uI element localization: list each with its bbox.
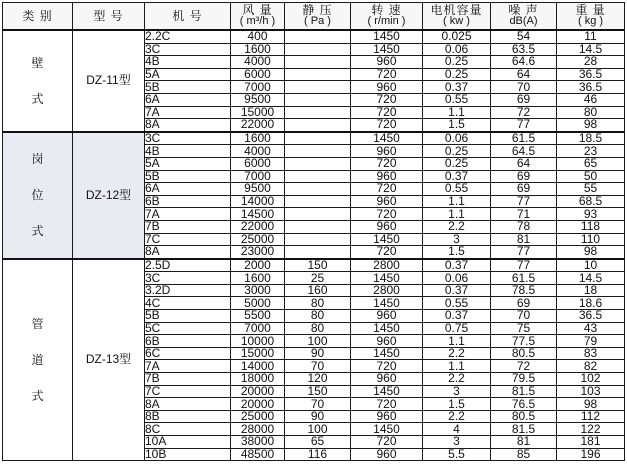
header-model-label: 机 号 (172, 8, 203, 23)
speed-cell: 2800 (351, 259, 423, 272)
weight-cell: 196 (557, 448, 625, 461)
airflow-cell: 9500 (231, 93, 285, 106)
weight-cell: 65 (557, 157, 625, 170)
header-airflow-unit: ( m³/h ) (239, 15, 276, 27)
speed-cell: 960 (351, 410, 423, 423)
speed-cell: 960 (351, 145, 423, 158)
speed-cell: 720 (351, 68, 423, 81)
airflow-cell: 15000 (231, 106, 285, 119)
noise-cell: 78.5 (491, 284, 557, 297)
header-category (3, 3, 73, 31)
static-pressure-cell (285, 132, 351, 145)
category-char: 道 (31, 352, 44, 367)
airflow-cell: 2000 (231, 259, 285, 272)
motor-capacity-cell: 1.5 (423, 398, 491, 411)
category-char: 式 (31, 224, 44, 239)
model-code-cell: 3C (145, 272, 231, 285)
static-pressure-cell (285, 170, 351, 183)
model-code-cell: 7C (145, 385, 231, 398)
weight-cell: 98 (557, 119, 625, 132)
header-speed-label: 转 速 (371, 3, 402, 17)
speed-cell: 1450 (351, 347, 423, 360)
noise-cell: 54 (491, 30, 557, 43)
motor-capacity-cell: 1.1 (423, 195, 491, 208)
airflow-cell: 1600 (231, 272, 285, 285)
noise-cell: 69 (491, 93, 557, 106)
weight-cell: 68.5 (557, 195, 625, 208)
motor-capacity-cell: 3 (423, 436, 491, 449)
header-static-pressure (285, 3, 351, 31)
static-pressure-cell: 100 (285, 335, 351, 348)
weight-cell: 18.5 (557, 132, 625, 145)
category-char: 管 (31, 316, 44, 331)
speed-cell: 960 (351, 220, 423, 233)
airflow-cell: 10000 (231, 335, 285, 348)
airflow-cell: 7000 (231, 170, 285, 183)
weight-cell: 98 (557, 246, 625, 259)
category-char: 式 (31, 388, 44, 403)
weight-cell: 36.5 (557, 68, 625, 81)
weight-cell: 122 (557, 423, 625, 436)
weight-cell: 118 (557, 220, 625, 233)
static-pressure-cell (285, 183, 351, 196)
model-code-cell: 7C (145, 233, 231, 246)
speed-cell: 720 (351, 208, 423, 221)
weight-cell: 43 (557, 322, 625, 335)
static-pressure-cell: 80 (285, 322, 351, 335)
airflow-cell: 1600 (231, 132, 285, 145)
motor-capacity-cell: 0.55 (423, 297, 491, 310)
weight-cell: 36.5 (557, 310, 625, 323)
noise-cell: 63.5 (491, 43, 557, 56)
airflow-cell: 3000 (231, 284, 285, 297)
airflow-cell: 18000 (231, 373, 285, 386)
static-pressure-cell: 150 (285, 385, 351, 398)
motor-capacity-cell: 1.1 (423, 106, 491, 119)
header-airflow-label: 风 量 (242, 3, 273, 17)
static-pressure-cell (285, 233, 351, 246)
model-code-cell: 10A (145, 436, 231, 449)
weight-cell: 28 (557, 56, 625, 69)
header-speed-unit: ( r/min ) (367, 15, 406, 27)
static-pressure-cell (285, 106, 351, 119)
speed-cell: 960 (351, 170, 423, 183)
category-char: 壁 (31, 55, 44, 70)
model-code-cell: 10B (145, 448, 231, 461)
motor-capacity-cell: 0.06 (423, 43, 491, 56)
static-pressure-cell (285, 30, 351, 43)
motor-capacity-cell: 0.37 (423, 170, 491, 183)
speed-cell: 720 (351, 119, 423, 132)
motor-capacity-cell: 0.55 (423, 183, 491, 196)
header-pressure-label: 静 压 (302, 3, 333, 17)
noise-cell: 78 (491, 220, 557, 233)
header-type (73, 3, 145, 31)
noise-cell: 61.5 (491, 132, 557, 145)
noise-cell: 75 (491, 322, 557, 335)
noise-cell: 70 (491, 81, 557, 94)
static-pressure-cell (285, 246, 351, 259)
airflow-cell: 7000 (231, 322, 285, 335)
airflow-cell: 14500 (231, 208, 285, 221)
airflow-cell: 25000 (231, 410, 285, 423)
static-pressure-cell: 160 (285, 284, 351, 297)
speed-cell: 960 (351, 373, 423, 386)
motor-capacity-cell: 0.55 (423, 93, 491, 106)
motor-capacity-cell: 4 (423, 423, 491, 436)
model-code-cell: 2.5D (145, 259, 231, 272)
model-code-cell: 7A (145, 360, 231, 373)
motor-capacity-cell: 3 (423, 385, 491, 398)
header-noise-unit: dB(A) (509, 15, 538, 27)
airflow-cell: 48500 (231, 448, 285, 461)
header-noise (491, 3, 557, 31)
airflow-cell: 22000 (231, 220, 285, 233)
motor-capacity-cell: 1.1 (423, 360, 491, 373)
speed-cell: 720 (351, 93, 423, 106)
table-row (3, 259, 625, 272)
motor-capacity-cell: 0.37 (423, 310, 491, 323)
airflow-cell: 7000 (231, 81, 285, 94)
weight-cell: 50 (557, 170, 625, 183)
category-cell (3, 132, 73, 259)
model-code-cell: 4B (145, 56, 231, 69)
motor-capacity-cell: 0.25 (423, 56, 491, 69)
static-pressure-cell: 90 (285, 410, 351, 423)
static-pressure-cell (285, 81, 351, 94)
speed-cell: 1450 (351, 43, 423, 56)
weight-cell: 112 (557, 410, 625, 423)
weight-cell: 79 (557, 335, 625, 348)
category-char: 式 (31, 91, 44, 106)
motor-capacity-cell: 0.06 (423, 272, 491, 285)
noise-cell: 69 (491, 170, 557, 183)
noise-cell: 70 (491, 310, 557, 323)
static-pressure-cell (285, 68, 351, 81)
header-motor-unit: ( kw ) (443, 15, 470, 27)
airflow-cell: 4000 (231, 56, 285, 69)
speed-cell: 720 (351, 436, 423, 449)
static-pressure-cell: 150 (285, 259, 351, 272)
static-pressure-cell (285, 43, 351, 56)
motor-capacity-cell: 5.5 (423, 448, 491, 461)
speed-cell: 720 (351, 360, 423, 373)
motor-capacity-cell: 0.37 (423, 81, 491, 94)
airflow-cell: 5000 (231, 297, 285, 310)
motor-capacity-cell: 0.25 (423, 68, 491, 81)
speed-cell: 720 (351, 246, 423, 259)
airflow-cell: 28000 (231, 423, 285, 436)
header-motor-label: 电机容量 (430, 3, 483, 17)
noise-cell: 69 (491, 297, 557, 310)
speed-cell: 1450 (351, 233, 423, 246)
weight-cell: 103 (557, 385, 625, 398)
motor-capacity-cell: 1.1 (423, 335, 491, 348)
model-code-cell: 6B (145, 195, 231, 208)
motor-capacity-cell: 3 (423, 233, 491, 246)
airflow-cell: 22000 (231, 119, 285, 132)
weight-cell: 93 (557, 208, 625, 221)
static-pressure-cell: 65 (285, 436, 351, 449)
noise-cell: 61.5 (491, 272, 557, 285)
model-code-cell: 5B (145, 170, 231, 183)
header-row (3, 3, 625, 31)
model-code-cell: 5A (145, 157, 231, 170)
model-code-cell: 7A (145, 208, 231, 221)
model-code-cell: 7B (145, 373, 231, 386)
airflow-cell: 5500 (231, 310, 285, 323)
header-weight-unit: ( kg ) (577, 15, 604, 27)
static-pressure-cell: 80 (285, 310, 351, 323)
weight-cell: 18 (557, 284, 625, 297)
model-code-cell: 5C (145, 322, 231, 335)
weight-cell: 83 (557, 347, 625, 360)
weight-cell: 181 (557, 436, 625, 449)
noise-cell: 77.5 (491, 335, 557, 348)
static-pressure-cell: 120 (285, 373, 351, 386)
airflow-cell: 20000 (231, 385, 285, 398)
speed-cell: 1450 (351, 272, 423, 285)
header-speed (351, 3, 423, 31)
motor-capacity-cell: 0.25 (423, 157, 491, 170)
noise-cell: 76.5 (491, 398, 557, 411)
motor-capacity-cell: 0.37 (423, 284, 491, 297)
speed-cell: 1450 (351, 132, 423, 145)
speed-cell: 1450 (351, 297, 423, 310)
noise-cell: 81.5 (491, 385, 557, 398)
airflow-cell: 1600 (231, 43, 285, 56)
static-pressure-cell: 80 (285, 297, 351, 310)
header-noise-label: 噪 声 (508, 3, 539, 17)
weight-cell: 46 (557, 93, 625, 106)
motor-capacity-cell: 0.25 (423, 145, 491, 158)
type-cell: DZ-12型 (73, 132, 145, 259)
noise-cell: 72 (491, 106, 557, 119)
weight-cell: 55 (557, 183, 625, 196)
group-3 (3, 259, 625, 461)
static-pressure-cell: 25 (285, 272, 351, 285)
weight-cell: 23 (557, 145, 625, 158)
static-pressure-cell (285, 208, 351, 221)
static-pressure-cell (285, 157, 351, 170)
noise-cell: 77 (491, 246, 557, 259)
table-row (3, 132, 625, 145)
model-code-cell: 5B (145, 81, 231, 94)
weight-cell: 110 (557, 233, 625, 246)
motor-capacity-cell: 2.2 (423, 410, 491, 423)
model-code-cell: 3C (145, 43, 231, 56)
speed-cell: 1450 (351, 322, 423, 335)
airflow-cell: 14000 (231, 195, 285, 208)
category-cell (3, 259, 73, 461)
group-2 (3, 132, 625, 259)
weight-cell: 18.6 (557, 297, 625, 310)
static-pressure-cell (285, 119, 351, 132)
header-weight (557, 3, 625, 31)
model-code-cell: 8A (145, 119, 231, 132)
category-cell (3, 30, 73, 132)
airflow-cell: 20000 (231, 398, 285, 411)
group-1 (3, 30, 625, 132)
model-code-cell: 6A (145, 93, 231, 106)
motor-capacity-cell: 0.06 (423, 132, 491, 145)
noise-cell: 85 (491, 448, 557, 461)
model-code-cell: 7B (145, 220, 231, 233)
speed-cell: 720 (351, 398, 423, 411)
noise-cell: 72 (491, 360, 557, 373)
noise-cell: 69 (491, 183, 557, 196)
category-char: 岗 (31, 152, 44, 167)
airflow-cell: 6000 (231, 157, 285, 170)
noise-cell: 79.5 (491, 373, 557, 386)
static-pressure-cell: 100 (285, 423, 351, 436)
model-code-cell: 4B (145, 145, 231, 158)
model-code-cell: 8C (145, 423, 231, 436)
model-code-cell: 8A (145, 246, 231, 259)
speed-cell: 720 (351, 106, 423, 119)
noise-cell: 80.5 (491, 410, 557, 423)
weight-cell: 80 (557, 106, 625, 119)
model-code-cell: 7A (145, 106, 231, 119)
static-pressure-cell (285, 145, 351, 158)
speed-cell: 1450 (351, 30, 423, 43)
motor-capacity-cell: 0.025 (423, 30, 491, 43)
static-pressure-cell: 116 (285, 448, 351, 461)
motor-capacity-cell: 2.2 (423, 220, 491, 233)
header-airflow (231, 3, 285, 31)
speed-cell: 960 (351, 335, 423, 348)
motor-capacity-cell: 1.1 (423, 208, 491, 221)
header-category-label: 类 别 (22, 8, 53, 23)
speed-cell: 960 (351, 195, 423, 208)
speed-cell: 960 (351, 448, 423, 461)
motor-capacity-cell: 2.2 (423, 373, 491, 386)
static-pressure-cell (285, 93, 351, 106)
static-pressure-cell: 70 (285, 398, 351, 411)
noise-cell: 64 (491, 157, 557, 170)
airflow-cell: 4000 (231, 145, 285, 158)
airflow-cell: 6000 (231, 68, 285, 81)
static-pressure-cell: 70 (285, 360, 351, 373)
type-cell: DZ-11型 (73, 30, 145, 132)
speed-cell: 720 (351, 157, 423, 170)
model-code-cell: 6A (145, 183, 231, 196)
header-type-label: 型 号 (93, 8, 124, 23)
speed-cell: 960 (351, 310, 423, 323)
weight-cell: 98 (557, 398, 625, 411)
noise-cell: 81 (491, 233, 557, 246)
model-code-cell: 6B (145, 335, 231, 348)
category-char: 位 (31, 188, 44, 203)
model-code-cell: 5A (145, 68, 231, 81)
header-model (145, 3, 231, 31)
weight-cell: 11 (557, 30, 625, 43)
noise-cell: 77 (491, 259, 557, 272)
static-pressure-cell: 90 (285, 347, 351, 360)
airflow-cell: 23000 (231, 246, 285, 259)
static-pressure-cell (285, 195, 351, 208)
header-motor-capacity (423, 3, 491, 31)
motor-capacity-cell: 0.37 (423, 259, 491, 272)
static-pressure-cell (285, 56, 351, 69)
noise-cell: 64.6 (491, 56, 557, 69)
weight-cell: 82 (557, 360, 625, 373)
model-code-cell: 3C (145, 132, 231, 145)
noise-cell: 81.5 (491, 423, 557, 436)
airflow-cell: 38000 (231, 436, 285, 449)
noise-cell: 71 (491, 208, 557, 221)
header-weight-label: 重 量 (575, 3, 606, 17)
noise-cell: 64 (491, 68, 557, 81)
fan-spec-table (2, 2, 625, 461)
weight-cell: 36.5 (557, 81, 625, 94)
motor-capacity-cell: 0.75 (423, 322, 491, 335)
table-row (3, 30, 625, 43)
speed-cell: 1450 (351, 423, 423, 436)
type-cell: DZ-13型 (73, 259, 145, 461)
weight-cell: 102 (557, 373, 625, 386)
motor-capacity-cell: 1.5 (423, 119, 491, 132)
weight-cell: 14.5 (557, 272, 625, 285)
noise-cell: 77 (491, 119, 557, 132)
speed-cell: 960 (351, 81, 423, 94)
speed-cell: 720 (351, 183, 423, 196)
model-code-cell: 8B (145, 410, 231, 423)
airflow-cell: 400 (231, 30, 285, 43)
airflow-cell: 9500 (231, 183, 285, 196)
speed-cell: 1450 (351, 385, 423, 398)
speed-cell: 2800 (351, 284, 423, 297)
table-header (3, 3, 625, 31)
model-code-cell: 5B (145, 310, 231, 323)
airflow-cell: 14000 (231, 360, 285, 373)
noise-cell: 81 (491, 436, 557, 449)
noise-cell: 77 (491, 195, 557, 208)
model-code-cell: 3.2D (145, 284, 231, 297)
airflow-cell: 15000 (231, 347, 285, 360)
noise-cell: 80.5 (491, 347, 557, 360)
motor-capacity-cell: 1.5 (423, 246, 491, 259)
static-pressure-cell (285, 220, 351, 233)
model-code-cell: 4C (145, 297, 231, 310)
noise-cell: 64.5 (491, 145, 557, 158)
header-pressure-unit: ( Pa ) (304, 15, 331, 27)
model-code-cell: 8A (145, 398, 231, 411)
weight-cell: 14.5 (557, 43, 625, 56)
model-code-cell: 6C (145, 347, 231, 360)
speed-cell: 960 (351, 56, 423, 69)
airflow-cell: 25000 (231, 233, 285, 246)
weight-cell: 10 (557, 259, 625, 272)
motor-capacity-cell: 2.2 (423, 347, 491, 360)
model-code-cell: 2.2C (145, 30, 231, 43)
